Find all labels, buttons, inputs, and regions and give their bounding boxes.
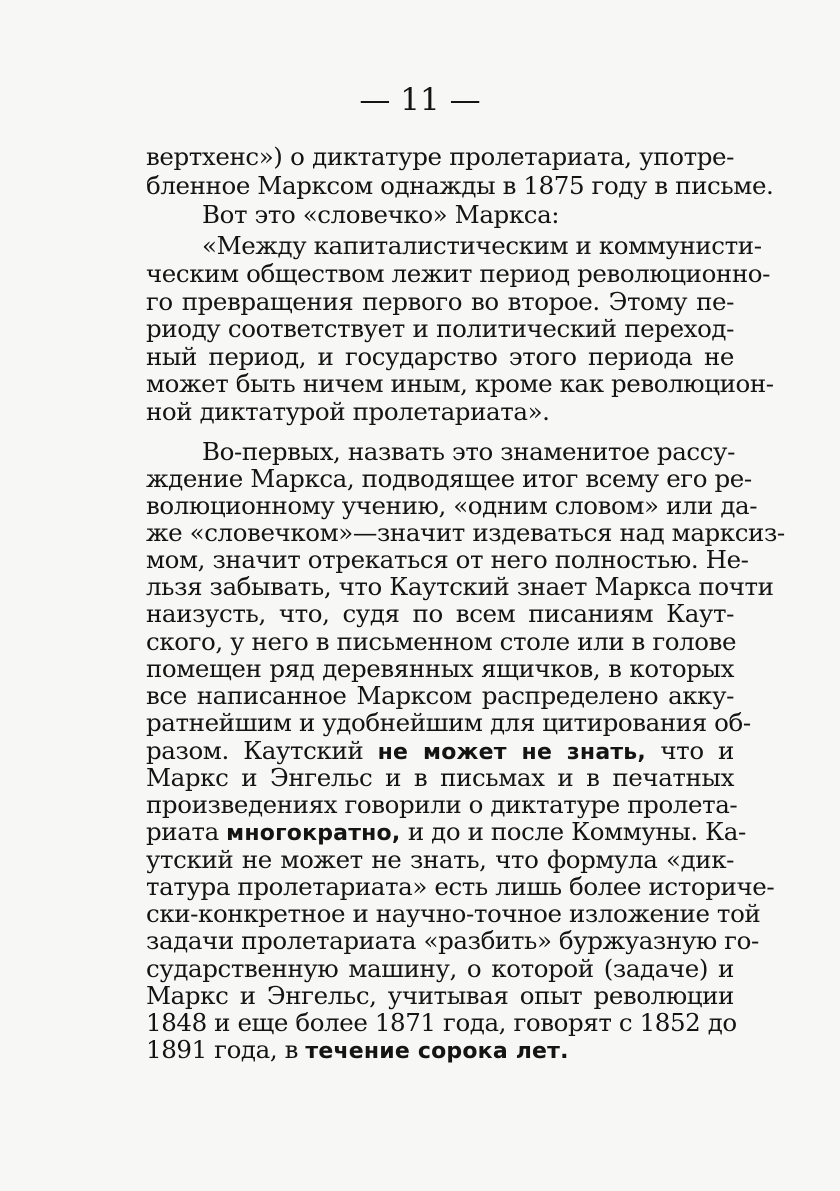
text-line: вертхенс») о диктатуре пролетариата, употре- (146, 142, 734, 171)
text-line: мом, значит отрекаться от него полностью. Не- (146, 545, 749, 574)
text-line: помещен ряд деревянных ящичков, в которых (146, 654, 734, 683)
text-line: Маркс и Энгельс, учитывая опыт революции (146, 981, 734, 1010)
page-number: — 11 — (359, 82, 481, 118)
text-line: ной диктатурой пролетариата». (146, 397, 550, 426)
text-line: сударственную машину, о которой (задаче) и (146, 954, 734, 983)
text-line: бленное Марксом однажды в 1875 году в письме. (146, 171, 774, 200)
text-line: разом. Каутский не может не знать, что и (146, 736, 734, 765)
text-line: Вот это «словечко» Маркса: (202, 200, 560, 229)
text-line: утский не может не знать, что формула «дик- (146, 845, 734, 874)
text-line: задачи пролетариата «разбить» буржуазную го- (146, 926, 759, 955)
text-line: риоду соответствует и политический переход- (146, 314, 734, 343)
text-line: 1891 года, в течение сорока лет. (146, 1035, 569, 1064)
text-line: все написанное Марксом распределено акку- (146, 681, 734, 710)
text-line: льзя забывать, что Каутский знает Маркса почти (146, 572, 774, 601)
text-line: наизусть, что, судя по всем писаниям Каут- (146, 599, 734, 628)
text-line: ски-конкретное и научно-точное изложение той (146, 899, 761, 928)
text-line: может быть ничем иным, кроме как революцион- (146, 369, 774, 398)
text-line: же «словечком»—значит издеваться над марксиз- (146, 518, 785, 547)
emphasis-text: не может не знать, (377, 740, 646, 765)
text-line: Маркс и Энгельс и в письмах и в печатных (146, 763, 734, 792)
text-line: произведениях говорили о диктатуре пролета- (146, 790, 738, 819)
emphasis-text: течение сорока лет. (305, 1039, 569, 1064)
text-line: «Между капиталистическим и коммунисти- (202, 231, 762, 260)
text-line: ждение Маркса, подводящее итог всему его ре- (146, 464, 752, 493)
text-line: Во-первых, назвать это знаменитое рассу- (202, 437, 735, 466)
text-line: ратнейшим и удобнейшим для цитирования об- (146, 708, 751, 737)
text-line: риата многократно, и до и после Коммуны. Ка- (146, 817, 746, 846)
text-line: 1848 и еще более 1871 года, говорят с 1852 до (146, 1008, 737, 1037)
text-line: ный период, и государство этого периода не (146, 342, 734, 371)
emphasis-text: многократно, (226, 821, 401, 846)
text-line: ческим обществом лежит период революционно- (146, 259, 771, 288)
text-line: волюционному учению, «одним словом» или да- (146, 491, 758, 520)
text-line: го превращения первого во второе. Этому пе- (146, 287, 734, 316)
text-line: татура пролетариата» есть лишь более историче- (146, 872, 775, 901)
text-line: ского, у него в письменном столе или в голове (146, 627, 737, 656)
